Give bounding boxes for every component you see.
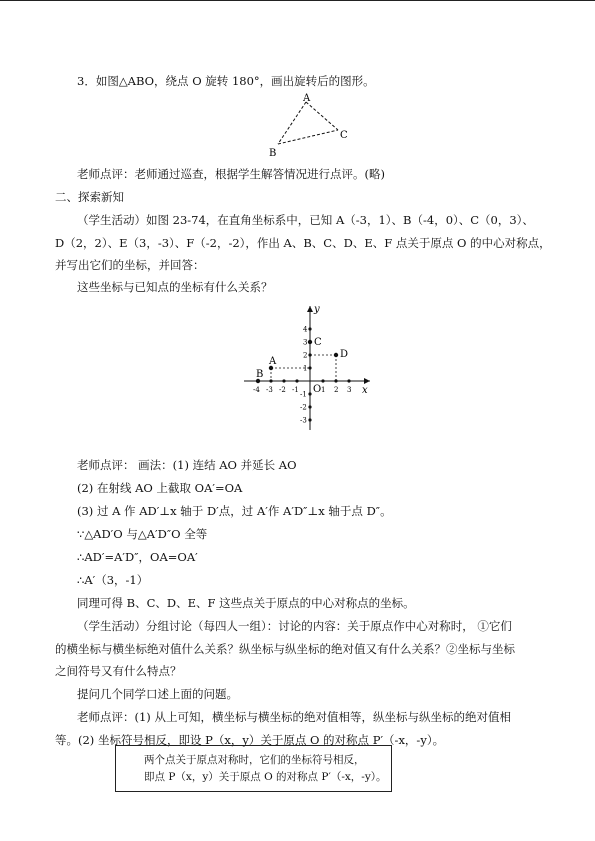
summary-line-1: 两个点关于原点对称时，它们的坐标符号相反， [144,754,365,766]
activity-line-2: D（2，2）、E（3，-3）、F（-2，-2），作出 A、B、C、D、E、F 点关于原点 O 的中心对称点， [55,236,551,250]
x-tick-label-1: -3 [266,386,273,394]
y-tick-label-3: 1 [303,364,308,373]
coordinate-figure [230,298,390,440]
x-tick-dot-6 [347,379,350,382]
y-tick-label-5: -2 [300,403,307,412]
teacher-comment-2a: 老师点评：(1) 从上可知，横坐标与横坐标的绝对值相等，纵坐标与纵坐标的绝对值相 [77,710,511,724]
question-line: 这些坐标与已知点的坐标有什么关系？ [77,280,273,294]
triangle-label-b: B [269,148,277,159]
y-tick-label-4: -1 [300,390,307,399]
x-tick-label-3: -1 [292,386,299,394]
triangle-label-c: C [340,130,348,141]
y-tick-dot-5 [308,405,311,408]
point-label-d: D [340,349,349,360]
x-tick-dot-3 [295,379,298,382]
y-tick-label-2: 2 [303,351,308,360]
point-d [334,353,338,357]
point-label-a: A [269,356,277,367]
group-discussion-2: 的横坐标与横坐标绝对值什么关系？纵坐标与纵坐标的绝对值又有什么关系？②坐标与坐标 [55,642,515,656]
teacher-comment-1: 老师点评：老师通过巡查，根据学生解答情况进行点评。(略) [77,167,385,181]
activity-line-1: （学生活动）如图 23-74，在直角坐标系中，已知 A（-3，1）、B（-4，0）、C（0，3）、 [77,213,534,227]
x-tick-label-6: 3 [347,386,352,394]
triangle-figure [260,92,360,160]
y-tick-label-6: -3 [300,416,307,425]
therefore-line-1: ∴AD′=A′D″，OA=OA′ [77,550,198,564]
y-tick-dot-0 [308,327,311,330]
y-axis-label: y [314,304,320,315]
y-tick-label-0: 4 [303,325,308,334]
x-tick-label-2: -2 [279,386,286,394]
triangle-label-a: A [303,93,311,104]
method-step-2: (2) 在射线 AO 上截取 OA′=OA [77,481,243,495]
y-tick-label-1: 3 [303,338,308,347]
ask-line: 提问几个同学口述上面的问题。 [77,687,238,701]
therefore-line-2: ∴A′（3，-1） [77,573,149,587]
because-line: ∵△AD′O 与△A′D″O 全等 [77,527,208,541]
group-discussion-3: 之间符号又有什么特点？ [55,664,182,678]
point-label-c: C [314,337,322,348]
x-tick-label-5: 2 [334,386,339,394]
summary-box [115,745,392,792]
y-tick-dot-6 [308,418,311,421]
section-heading-2: 二、探索新知 [55,190,124,204]
header-rule [0,0,595,1]
x-tick-dot-2 [282,379,285,382]
question-3: 3．如图△ABO，绕点 O 旋转 180°，画出旋转后的图形。 [77,74,375,88]
x-axis-label: x [362,385,368,396]
x-tick-label-0: -4 [253,386,260,394]
x-tick-dot-4 [321,379,324,382]
origin-label: O [313,384,322,395]
x-tick-label-4: 1 [321,386,326,394]
point-label-b: B [256,369,264,380]
teacher-comment-2b: 等。(2) 坐标符号相反，即设 P（x，y）关于原点 O 的对称点 P′（-x，-y）。 [55,733,445,747]
summary-line-2: 即点 P（x，y）关于原点 O 的对称点 P′（-x，-y）。 [144,771,387,783]
method-step-3: (3) 过 A 作 AD′⊥x 轴于 D′点，过 A′作 A′D″⊥x 轴于点 D″。 [77,504,392,518]
activity-line-3: 并写出它们的坐标，并回答： [55,258,205,272]
similarly-line: 同理可得 B、C、D、E、F 这些点关于原点的中心对称点的坐标。 [77,596,415,610]
point-c [308,340,312,344]
method-step-1: 老师点评： 画法：(1) 连结 AO 并延长 AO [77,458,297,472]
group-discussion-1: （学生活动）分组讨论（每四人一组）：讨论的内容：关于原点作中心对称时， ①它们 [77,619,512,633]
y-tick-dot-4 [308,392,311,395]
